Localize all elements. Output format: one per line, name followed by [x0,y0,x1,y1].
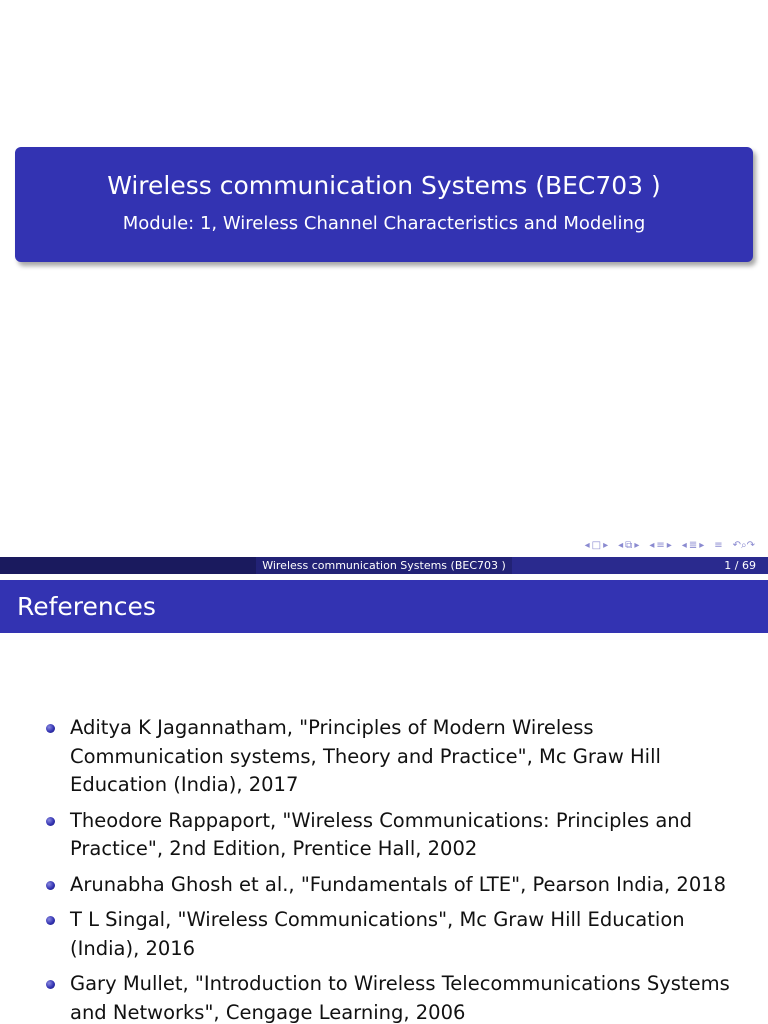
nav-next-section-icon[interactable]: ▸ [699,540,705,551]
nav-toc-icon[interactable]: ≡ [714,540,723,551]
footer-right-segment [512,557,768,574]
list-item [0,807,768,864]
frame-title: References [17,592,156,621]
nav-prev-slide-icon[interactable]: ◂ [584,540,590,551]
bullet-icon [46,980,55,989]
nav-prev-frame-icon[interactable]: ◂ [618,540,624,551]
reference-text: T L Singal, "Wireless Communications", Mc Graw Hill Education (India), 2016 [70,908,685,960]
presentation-title: Wireless communication Systems (BEC703 ) [107,171,661,200]
nav-next-frame-icon[interactable]: ▸ [634,540,640,551]
list-item [0,970,768,1024]
nav-section-icon[interactable]: ≣ [688,540,698,551]
bullet-icon [46,916,55,925]
footer-left-segment [0,557,256,574]
list-item [0,906,768,963]
nav-prev-section-icon[interactable]: ◂ [681,540,687,551]
list-item [0,871,768,900]
list-item [0,714,768,800]
nav-slide-icon[interactable]: □ [591,540,602,551]
presentation-subtitle: Module: 1, Wireless Channel Characteristics and Modeling [122,213,646,234]
reference-text: Gary Mullet, "Introduction to Wireless Telecommunications Systems and Networks", Cengage Learning, 2006 [70,972,730,1024]
bullet-icon [46,817,55,826]
page-number: 1 / 69 [724,559,756,572]
nav-next-slide-icon[interactable]: ▸ [603,540,609,551]
title-box [15,147,753,262]
references-list [0,714,768,1024]
reference-text: Aditya K Jagannatham, "Principles of Modern Wireless Communication systems, Theory and Practice", Mc Graw Hill Education (India), 2017 [70,716,661,796]
nav-frame-icon[interactable]: ⧉ [625,540,633,551]
slide-footer [0,557,768,574]
nav-search-icon[interactable]: ↶⌕↷ [732,540,755,551]
bullet-icon [46,881,55,890]
nav-prev-subsection-icon[interactable]: ◂ [649,540,655,551]
bullet-icon [46,724,55,733]
nav-next-subsection-icon[interactable]: ▸ [666,540,672,551]
reference-text: Theodore Rappaport, "Wireless Communications: Principles and Practice", 2nd Edition, Prentice Hall, 2002 [70,808,693,860]
frame-title-bar [0,580,768,633]
nav-subsection-icon[interactable]: ≡ [656,540,665,551]
reference-text: Arunabha Ghosh et al., "Fundamentals of LTE", Pearson India, 2018 [70,872,727,896]
beamer-navigation-bar [585,538,760,554]
footer-title: Wireless communication Systems (BEC703 ) [256,557,512,574]
